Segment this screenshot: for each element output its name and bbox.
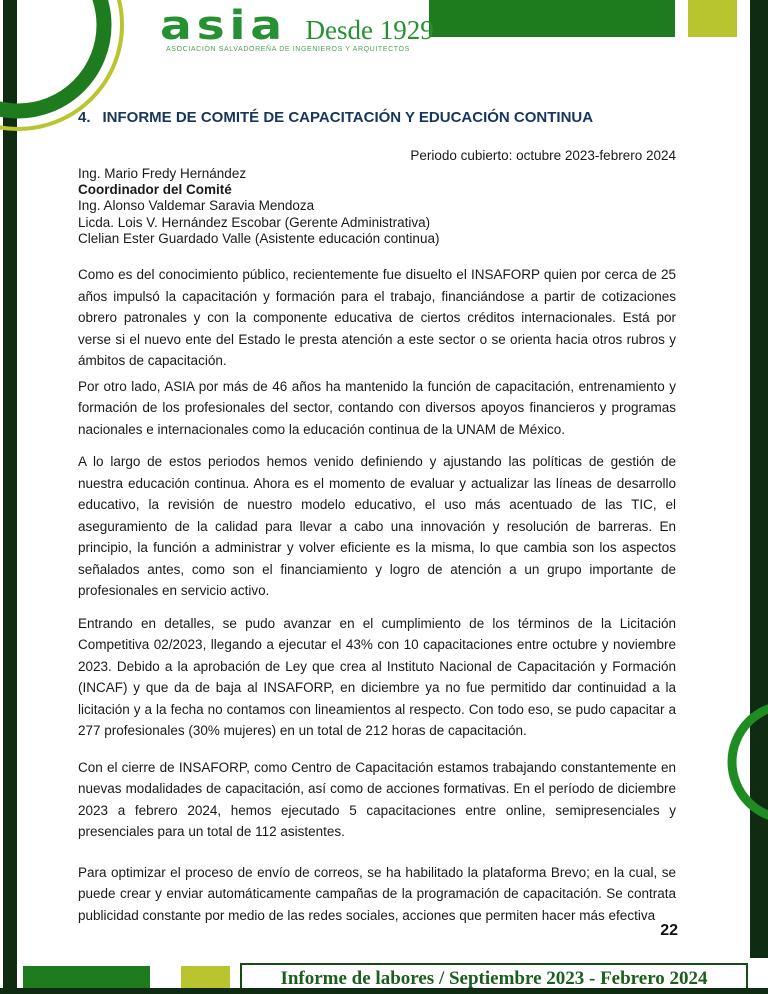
bottom-accent-strip (0, 988, 768, 994)
right-accent-bar (750, 0, 768, 958)
left-accent-bar (3, 0, 17, 988)
logo-tagline: ASOCIACIÓN SALVADOREÑA DE INGENIEROS Y ARQUITECTOS (166, 46, 410, 53)
paragraph: A lo largo de estos periodos hemos venido definiendo y ajustando las políticas de gestión de nuestra educación continua. Ahora es el momento de evaluar y actualizar las líneas de desarrollo educativo, la revisión de nuestro modelo educativo, el uso más acentuado de las TIC, el aseguramiento de la calidad para llevar a cabo una innovación y resolución de barreras. En principio, la función a administrar y volver eficiente es la misma, lo que cambia son los aspectos señalados antes, como son el financiamiento y logro de atención a un grupo importante de profesionales en servicio activo. (78, 454, 676, 598)
body-paragraphs (78, 264, 676, 926)
committee-member: Ing. Mario Fredy Hernández (78, 166, 247, 181)
footer-banner-text: Informe de labores / Septiembre 2023 - Febrero 2024 (280, 967, 708, 989)
footer-green-block (23, 966, 150, 990)
period-line: Periodo cubierto: octubre 2023-febrero 2024 (410, 148, 676, 163)
committee-member-role: Coordinador del Comité (78, 182, 232, 198)
paragraph: Con el cierre de INSAFORP, como Centro de Capacitación estamos trabajando constantemente en nuevas modalidades de capacitación, así como de acciones formativas. En el período de diciembre 2023 a febrero 2024, hemos ejecutado 5 capacitaciones entre online, semipresenciales y presenciales para un total de 112 asistentes. (78, 759, 676, 839)
committee-member: Licda. Lois V. Hernández Escobar (Gerente Administrativa) (78, 214, 431, 230)
header-yellow-square (688, 0, 737, 37)
committee-member: Ing. Alonso Valdemar Saravia Mendoza (78, 198, 315, 214)
section-number: 4. (78, 109, 91, 126)
footer-yellow-block (181, 966, 230, 990)
committee-member: Clelian Ester Guardado Valle (Asistente educación continua) (78, 230, 440, 246)
page-number: 22 (660, 922, 678, 939)
asia-logo (160, 3, 434, 53)
section-title (78, 108, 690, 128)
committee-list (78, 166, 676, 247)
paragraph: Para optimizar el proceso de envío de correos, se ha habilitado la plataforma Brevo; en la cual, se puede crear y enviar automáticamente campañas de la programación de capacitación. Se contrata publicidad constante por medio de las redes sociales, acciones que permiten hacer más efectiva (78, 864, 676, 923)
logo-since: Desde 1929 (305, 15, 434, 45)
section-title-text: INFORME DE COMITÉ DE CAPACITACIÓN Y EDUCACIÓN CONTINUA (102, 109, 594, 126)
paragraph: Entrando en detalles, se pudo avanzar en el cumplimiento de los términos de la Licitación Competitiva 02/2023, llegando a ejecutar el 43% con 10 capacitaciones entre octubre y noviembre 2023. Debido a la aprobación de Ley que crea al Instituto Nacional de Capacitación y Formación (INCAF) y que da de baja al INSAFORP, en diciembre ya no fue permitido dar continuidad a la licitación y a la fecha no contamos con lineamientos al respecto. Con todo eso, se pudo capacitar a 277 profesionales (30% mujeres) en un total de 212 horas de capacitación. (78, 615, 676, 738)
header-green-bar (429, 0, 675, 37)
paragraph: Por otro lado, ASIA por más de 46 años ha mantenido la función de capacitación, entrenamiento y formación de los profesionales del sector, contando con diversos apoyos financieros y programas nacionales e internacionales como la educación continua de la UNAM de México. (78, 378, 676, 437)
paragraph: Como es del conocimiento público, recientemente fue disuelto el INSAFORP quien por cerca de 25 años impulsó la capacitación y formación para el trabajo, financiándose a partir de cotizaciones obrero patronales y con la componente educativa de ciertos créditos internacionales. Está por verse si el nuevo ente del Estado le presta atención a este sector o se orienta hacia otros rubros y ámbitos de capacitación. (78, 267, 676, 368)
logo-wordmark: asia (160, 3, 287, 49)
